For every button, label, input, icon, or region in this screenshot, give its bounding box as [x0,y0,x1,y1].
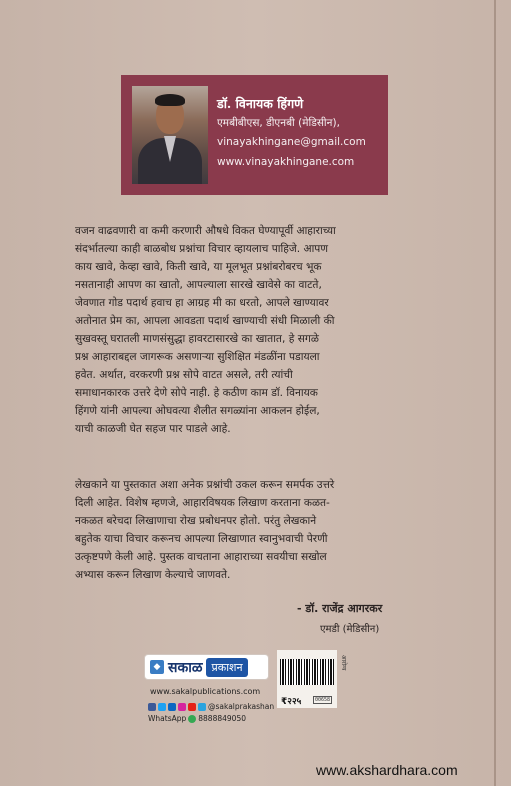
spine-edge [494,0,496,786]
publisher-logo [144,654,269,680]
author-website[interactable]: www.vinayakhingane.com [217,156,355,168]
text-line: दिली आहेत. विशेष म्हणजे, आहारविषयक लिखाण करताना कळत- [75,497,330,509]
facebook-icon[interactable] [148,703,156,711]
text-line: लेखकाने या पुस्तकात अशा अनेक प्रश्नांची उकल करून समर्पक उत्तरे [75,479,335,491]
text-line: अतोनात प्रेम का, आपला आवडता पदार्थ खाण्याची संधी मिळाली की [75,315,335,327]
text-line: नकळत बरेचदा लिखाणाचा रोख प्रबोधनपर होतो. परंतु लेखकाने [75,515,317,527]
text-line: संदर्भातल्या काही बाळबोध प्रश्नांचा विचार व्हायलाच पाहिजे. आपण [75,243,328,255]
author-name: डॉ. विनायक हिंगणे [217,96,304,111]
text-line: प्रश्न आहाराबद्दल जागरूक असणाऱ्या सुशिक्षित मंडळींना पडायला [75,351,320,363]
blurb-paragraph-1 [75,222,427,438]
reviewer-name: - डॉ. राजेंद्र आगरकर [297,602,383,615]
watermark: www.akshardhara.com [316,762,458,778]
text-line: उत्कृष्टपणे केली आहे. पुस्तक वाचताना आहाराच्या सवयीचा सखोल [75,551,327,563]
linkedin-icon[interactable] [168,703,176,711]
price: ₹२२५ [281,697,302,707]
youtube-icon[interactable] [188,703,196,711]
barcode-panel [277,650,337,708]
blurb-paragraph-2 [75,476,427,584]
text-line: समाधानकारक उत्तरे देणे सोपे नाही. हे कठीण काम डॉ. विनायक [75,387,318,399]
author-email[interactable]: vinayakhingane@gmail.com [217,136,366,148]
whatsapp-label: WhatsApp [148,714,187,723]
author-panel [121,75,388,195]
twitter-icon[interactable] [158,703,166,711]
text-line: जेवणात गोड पदार्थ हवाच हा आग्रह मी का धरतो, आपले खाण्यावर [75,297,329,309]
product-code: 00658 [315,697,331,703]
publisher-mark-icon: ◆ [150,660,164,674]
reviewer-credentials: एमडी (मेडिसीन) [320,624,380,635]
category-label: आरोग्य [340,655,347,671]
barcode [280,659,334,685]
publisher-name: सकाळ [168,659,203,676]
author-photo [132,86,208,184]
text-line: सुखवस्तू घरातली माणसंसुद्धा हावरटासारखे का खातात, हे सगळे [75,333,319,345]
text-line: काय खावे, केव्हा खावे, किती खावे, या मूलभूत प्रश्नांबरोबरच भूक [75,261,322,273]
text-line: बहुतेक याचा विचार करूनच आपल्या लिखाणात स्वानुभवाची पेरणी [75,533,328,545]
publisher-imprint: प्रकाशन [206,658,247,677]
author-qualification: एमबीबीएस, डीएनबी (मेडिसीन), [217,117,340,129]
text-line: हिंगणे यांनी आपल्या ओघवत्या शैलीत सगळ्यांना आकलन होईल, [75,405,320,417]
text-line: याची काळजी घेत सहज पार पाडले आहे. [75,423,231,435]
social-links [148,702,274,711]
social-handle: @sakalprakashan [208,702,275,711]
whatsapp-contact [148,714,246,723]
instagram-icon[interactable] [178,703,186,711]
text-line: वजन वाढवणारी वा कमी करणारी औषधे विकत घेण्यापूर्वी आहाराच्या [75,225,336,237]
publisher-url[interactable]: www.sakalpublications.com [150,687,261,696]
text-line: नसतानाही आपण का खातो, आपल्याला सारखे खावेसे का वाटते, [75,279,322,291]
whatsapp-number: 8888849050 [198,714,246,723]
whatsapp-icon [188,715,196,723]
text-line: हवेत. अर्थात, वरकरणी प्रश्न सोपे वाटत असले, तरी त्यांची [75,369,293,381]
telegram-icon[interactable] [198,703,206,711]
text-line: अभ्यास करून लिखाण केल्याचे जाणवते. [75,569,231,581]
